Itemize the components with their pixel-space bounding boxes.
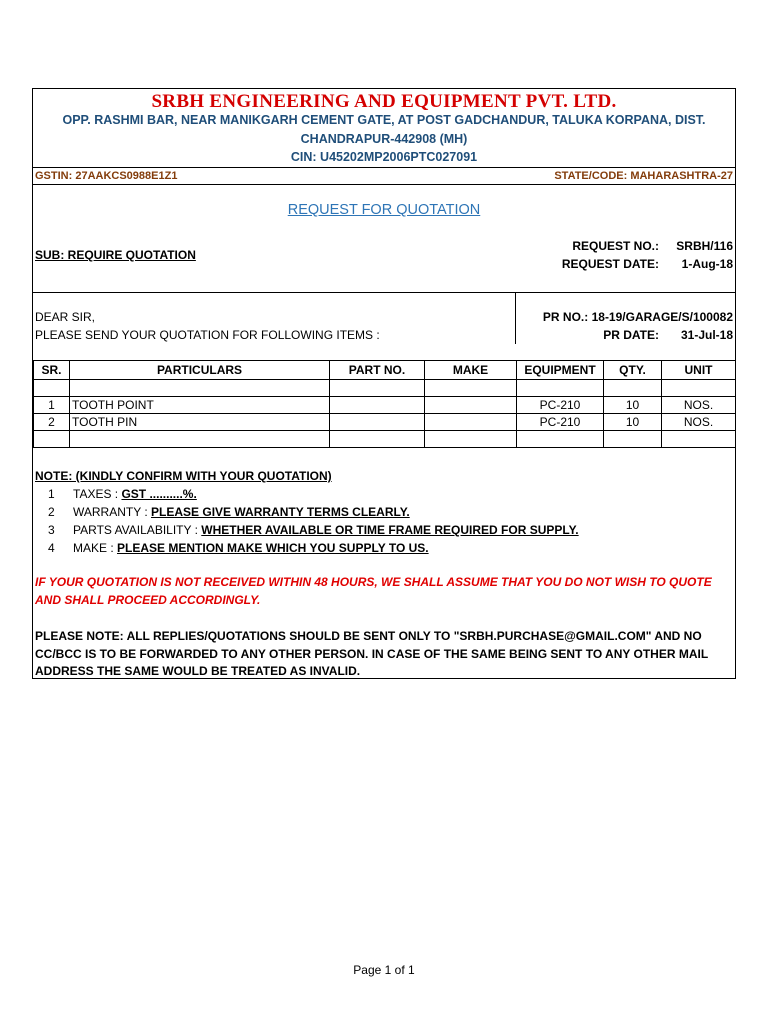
col-header-particulars: PARTICULARS: [70, 361, 330, 380]
page-footer: Page 1 of 1: [353, 963, 415, 977]
table-header-row: [34, 361, 736, 380]
company-address-line1: OPP. RASHMI BAR, NEAR MANIKGARH CEMENT GATE, AT POST GADCHANDUR, TALUKA KORPANA, DIST.: [62, 113, 706, 127]
note-item: TAXES : GST ..........%.: [73, 487, 197, 501]
col-header-make: MAKE: [425, 361, 517, 380]
pr-number: PR NO.: 18-19/GARAGE/S/100082: [542, 310, 733, 324]
pr-date-label: PR DATE:: [603, 328, 659, 342]
col-header-sr: SR.: [34, 361, 70, 380]
pr-date-value: 31-Jul-18: [680, 328, 733, 342]
cell-part-no: [330, 414, 425, 431]
note-number: 2: [48, 505, 55, 519]
col-header-qty: QTY.: [604, 361, 662, 380]
company-address-line2: CHANDRAPUR-442908 (MH): [300, 132, 468, 146]
note-number: 3: [48, 523, 55, 537]
pr-divider: [515, 292, 516, 344]
cell-unit: NOS.: [662, 414, 736, 431]
cell-unit: NOS.: [662, 397, 736, 414]
warning-line2: AND SHALL PROCEED ACCORDINGLY.: [35, 593, 261, 607]
notes-heading: NOTE: (KINDLY CONFIRM WITH YOUR QUOTATION): [35, 469, 332, 483]
divider: [33, 292, 735, 293]
divider: [33, 184, 735, 185]
quotation-sheet: [32, 88, 736, 679]
note-number: 4: [48, 541, 55, 555]
request-date-value: 1-Aug-18: [681, 257, 733, 271]
request-no-value: SRBH/116: [676, 239, 733, 253]
divider: [33, 167, 735, 168]
cell-particulars: TOOTH PIN: [70, 414, 330, 431]
company-name: SRBH ENGINEERING AND EQUIPMENT PVT. LTD.: [151, 91, 617, 112]
table-row-empty: [34, 431, 736, 448]
note-item: MAKE : PLEASE MENTION MAKE WHICH YOU SUPPLY TO US.: [73, 541, 429, 555]
cell-qty: 10: [604, 414, 662, 431]
table-row-empty: [34, 380, 736, 397]
greeting: DEAR SIR,: [35, 310, 96, 324]
items-table: [33, 360, 736, 448]
subject-line: SUB: REQUIRE QUOTATION: [35, 248, 196, 262]
note-item: PARTS AVAILABILITY : WHETHER AVAILABLE OR TIME FRAME REQUIRED FOR SUPPLY.: [73, 523, 579, 537]
cell-make: [425, 414, 517, 431]
please-note-line1: PLEASE NOTE: ALL REPLIES/QUOTATIONS SHOULD BE SENT ONLY TO "SRBH.PURCHASE@GMAIL.COM" AND NO: [35, 629, 702, 643]
warning-line1: IF YOUR QUOTATION IS NOT RECEIVED WITHIN 48 HOURS, WE SHALL ASSUME THAT YOU DO NOT WISH TO QUOTE: [35, 575, 712, 589]
request-date-label: REQUEST DATE:: [561, 257, 659, 271]
company-cin: CIN: U45202MP2006PTC027091: [290, 150, 478, 164]
gstin: GSTIN: 27AAKCS0988E1Z1: [35, 170, 178, 182]
cell-make: [425, 397, 517, 414]
cell-particulars: TOOTH POINT: [70, 397, 330, 414]
cell-equipment: PC-210: [517, 414, 604, 431]
table-row: [34, 397, 736, 414]
instruction: PLEASE SEND YOUR QUOTATION FOR FOLLOWING ITEMS :: [35, 328, 380, 342]
cell-sr: 1: [34, 397, 70, 414]
note-number: 1: [48, 487, 55, 501]
state-code: STATE/CODE: MAHARASHTRA-27: [554, 170, 733, 182]
please-note-line2: CC/BCC IS TO BE FORWARDED TO ANY OTHER PERSON. IN CASE OF THE SAME BEING SENT TO ANY OTHER MAIL: [35, 647, 709, 661]
col-header-part-no: PART NO.: [330, 361, 425, 380]
please-note-line3: ADDRESS THE SAME WOULD BE TREATED AS INVALID.: [35, 664, 361, 678]
cell-part-no: [330, 397, 425, 414]
col-header-unit: UNIT: [662, 361, 736, 380]
cell-sr: 2: [34, 414, 70, 431]
document-title: REQUEST FOR QUOTATION: [287, 202, 481, 218]
cell-qty: 10: [604, 397, 662, 414]
cell-equipment: PC-210: [517, 397, 604, 414]
note-item: WARRANTY : PLEASE GIVE WARRANTY TERMS CLEARLY.: [73, 505, 410, 519]
request-no-label: REQUEST NO.:: [572, 239, 659, 253]
col-header-equipment: EQUIPMENT: [517, 361, 604, 380]
table-row: [34, 414, 736, 431]
